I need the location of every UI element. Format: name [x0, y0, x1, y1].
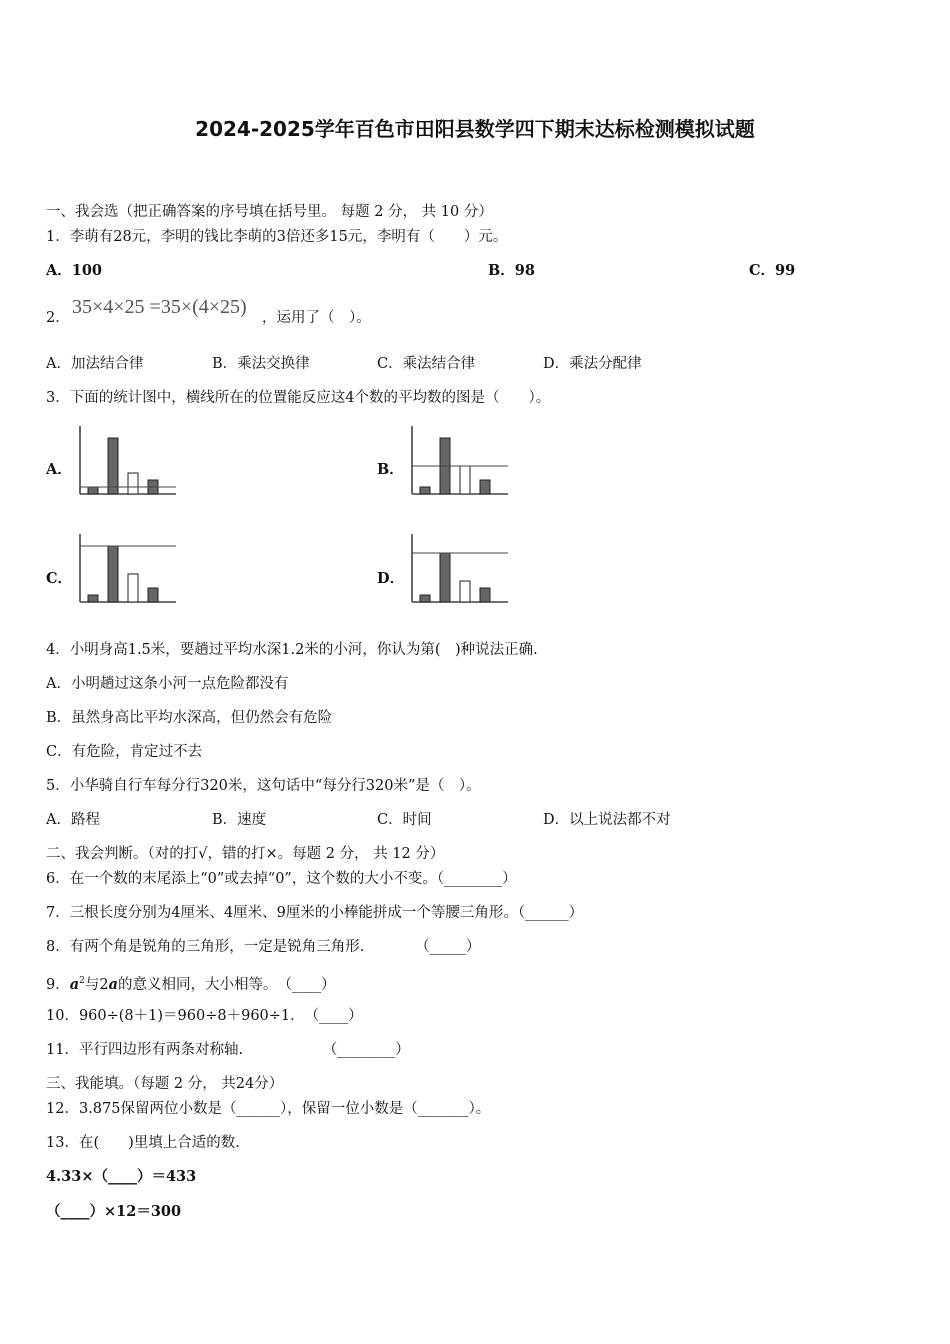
bar-3 — [128, 574, 138, 602]
q5-option-c: C．时间 — [377, 812, 432, 828]
q5-option-b: B．速度 — [212, 812, 267, 828]
q2-option-d: D．乘法分配律 — [543, 356, 642, 372]
q9-rest: 的意义相同，大小相等。 （____） — [118, 976, 336, 993]
q13-line1: 4.33×（____）＝433 — [46, 1168, 197, 1185]
q6: 6．在一个数的末尾添上“0”或去掉“0”，这个数的大小不变。（________） — [46, 871, 517, 887]
q3-label-c: C． — [46, 570, 73, 587]
section2-heading: 二、我会判断。（对的打√，错的打×。每题 2 分， 共 12 分） — [46, 846, 445, 862]
bar-3 — [128, 473, 138, 494]
q5-option-a: A．路程 — [46, 812, 100, 828]
q4-stem: 4．小明身高1.5米，要趟过平均水深1.2米的小河，你认为第( )种说法正确. — [46, 642, 538, 658]
q9-var-b: a — [108, 975, 119, 993]
q1-option-a: A．100 — [46, 262, 103, 279]
bar-4 — [148, 588, 158, 602]
bar-4 — [480, 480, 490, 494]
q3-stem: 3．下面的统计图中，横线所在的位置能反应这4个数的平均数的图是（ ）。 — [46, 390, 551, 406]
q2-number: 2． — [46, 310, 70, 326]
bar-1 — [420, 595, 430, 602]
q9-var-a: a — [69, 975, 80, 993]
chart-a — [72, 424, 182, 500]
q9-mid: 与2 — [84, 976, 109, 993]
bar-3 — [460, 466, 470, 494]
bar-2 — [108, 438, 118, 494]
bar-3 — [460, 581, 470, 602]
bar-2 — [108, 546, 118, 602]
bar-4 — [480, 588, 490, 602]
q2-rest: ，运用了（ ）。 — [262, 310, 371, 326]
chart-d — [404, 532, 514, 608]
q3-label-a: A． — [46, 461, 72, 478]
q2-option-a: A．加法结合律 — [46, 356, 144, 372]
section1-heading: 一、我会选（把正确答案的序号填在括号里。 每题 2 分， 共 10 分） — [46, 204, 493, 220]
q2-option-c: C．乘法结合律 — [377, 356, 476, 372]
q10: 10．960÷(8＋1)＝960÷8＋960÷1． （____） — [46, 1008, 363, 1024]
q9-exponent: 2 — [79, 976, 85, 986]
q9 — [46, 972, 336, 994]
bar-1 — [88, 595, 98, 602]
q4-option-a: A．小明趟过这条小河一点危险都没有 — [46, 676, 289, 692]
q8: 8．有两个角是锐角的三角形，一定是锐角三角形. （_____） — [46, 939, 481, 955]
bar-1 — [88, 487, 98, 494]
bar-2 — [440, 553, 450, 602]
chart-b — [404, 424, 514, 500]
q13-line2: （____）×12＝300 — [46, 1203, 182, 1220]
q4-option-b: B．虽然身高比平均水深高，但仍然会有危险 — [46, 710, 333, 726]
page-title: 2024-2025学年百色市田阳县数学四下期末达标检测模拟试题 — [195, 117, 755, 141]
q4-option-c: C．有危险，肯定过不去 — [46, 744, 203, 760]
q1-option-c: C．99 — [749, 262, 796, 279]
q5-option-d: D．以上说法都不对 — [543, 812, 671, 828]
q5-stem: 5．小华骑自行车每分行320米，这句话中“每分行320米”是（ ）。 — [46, 778, 481, 794]
q9-number: 9． — [46, 976, 70, 993]
q3-label-d: D． — [377, 570, 405, 587]
q2-option-b: B．乘法交换律 — [212, 356, 310, 372]
bar-1 — [420, 487, 430, 494]
q11: 11．平行四边形有两条对称轴. （________） — [46, 1042, 410, 1058]
section3-heading: 三、我能填。（每题 2 分， 共24分） — [46, 1076, 284, 1092]
q7: 7．三根长度分别为4厘米、4厘米、9厘米的小棒能拼成一个等腰三角形。（______） — [46, 905, 584, 921]
q1-stem: 1．李萌有28元，李明的钱比李萌的3倍还多15元，李明有（ ）元。 — [46, 229, 508, 245]
q3-label-b: B． — [377, 461, 404, 478]
q1-option-b: B．98 — [488, 262, 535, 279]
q13-stem: 13．在( )里填上合适的数. — [46, 1135, 240, 1151]
q2-formula: 35×4×25 =35×(4×25) — [72, 296, 247, 318]
chart-c — [72, 532, 182, 608]
q12: 12．3.875保留两位小数是（______），保留一位小数是（_______）。 — [46, 1101, 491, 1117]
